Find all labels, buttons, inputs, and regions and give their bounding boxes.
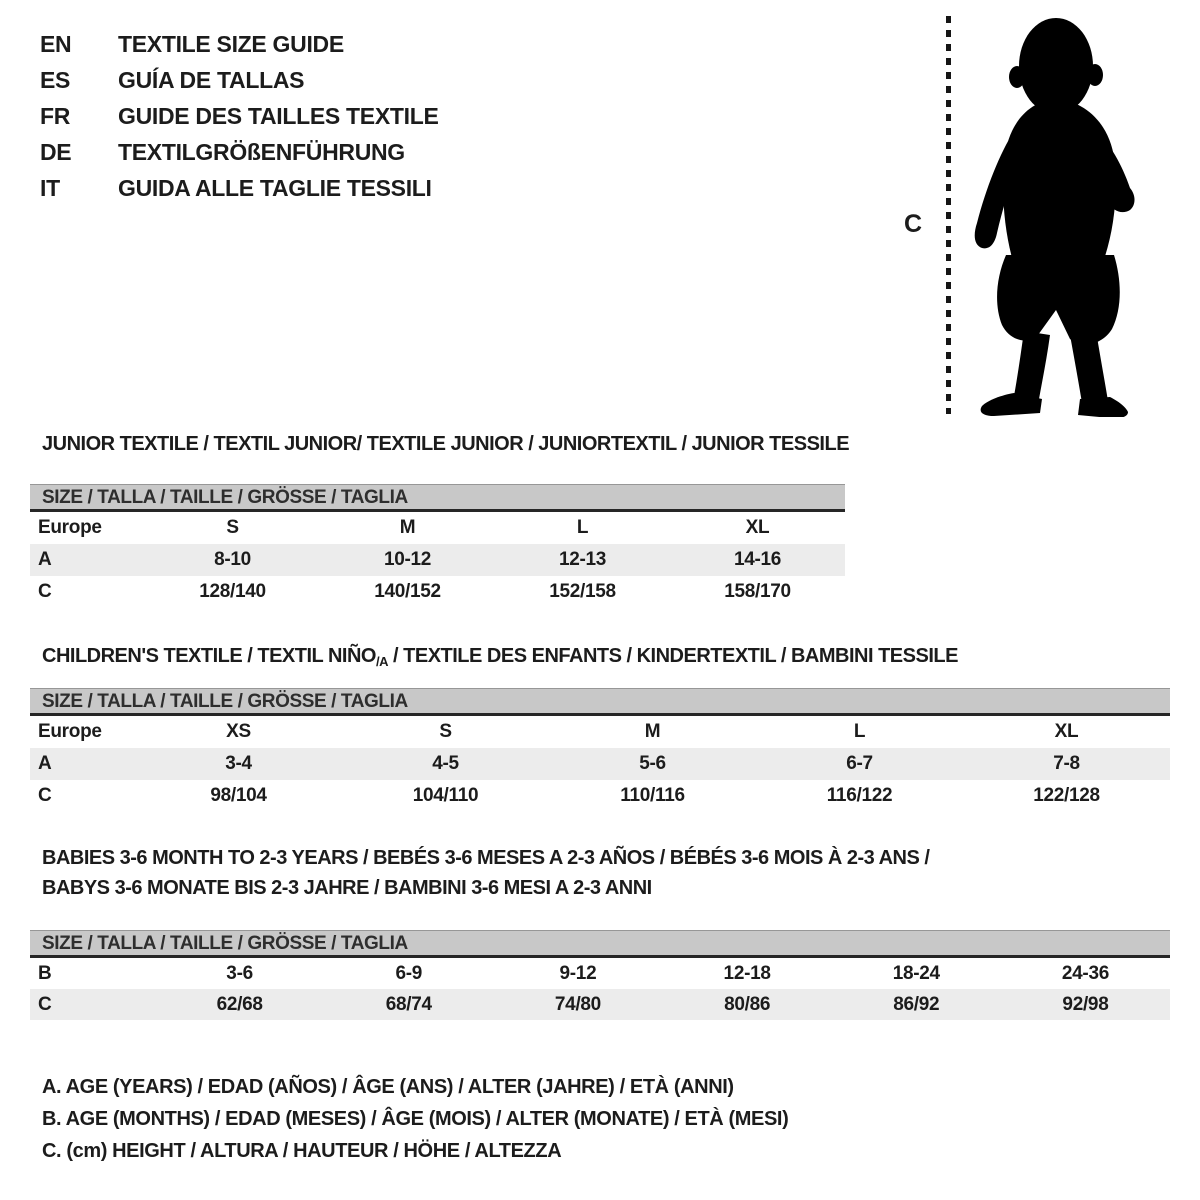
junior-section-title: JUNIOR TEXTILE / TEXTIL JUNIOR/ TEXTILE JUNIOR / JUNIORTEXTIL / JUNIOR TESSILE	[42, 433, 850, 455]
babies-title-line2: BABYS 3-6 MONATE BIS 2-3 JAHRE / BAMBINI 3-6 MESI A 2-3 ANNI	[42, 877, 652, 899]
table-cell: 18-24	[892, 962, 940, 984]
lang-title-es: GUÍA DE TALLAS	[118, 66, 305, 93]
babies-title-line1: BABIES 3-6 MONTH TO 2-3 YEARS / BEBÉS 3-6 MESES A 2-3 AÑOS / BÉBÉS 3-6 MOIS À 2-3 ANS /	[42, 847, 930, 869]
table-cell: 92/98	[1062, 993, 1109, 1015]
table-row	[30, 576, 845, 608]
language-title-list	[40, 26, 439, 206]
table-cell: 7-8	[1053, 753, 1080, 774]
height-measure-dashed-line	[946, 16, 951, 414]
table-cell: 152/158	[549, 581, 616, 602]
table-cell: 62/68	[216, 993, 263, 1015]
table-cell: 4-5	[432, 753, 459, 774]
table-cell: 104/110	[412, 785, 479, 806]
children-title-subscript: /A	[375, 654, 388, 669]
lang-row-en	[40, 26, 439, 62]
table-cell: 98/104	[210, 785, 267, 806]
table-cell: 10-12	[383, 549, 432, 570]
table-cell: 24-36	[1061, 962, 1109, 984]
lang-title-it: GUIDA ALLE TAGLIE TESSILI	[118, 174, 432, 201]
lang-code-it: IT	[40, 174, 60, 201]
measurement-legend	[42, 1071, 788, 1167]
table-cell: 122/128	[1033, 785, 1100, 806]
table-cell: 110/116	[620, 785, 685, 806]
table-cell: L	[576, 517, 589, 538]
table-cell: M	[644, 721, 661, 742]
row-label: Europe	[38, 721, 102, 742]
table-cell: M	[399, 517, 416, 538]
table-cell: XL	[1054, 721, 1079, 742]
lang-title-en: TEXTILE SIZE GUIDE	[118, 30, 344, 57]
table-cell: 74/80	[554, 993, 601, 1015]
table-row	[30, 989, 1170, 1020]
table-cell: S	[439, 721, 452, 742]
children-size-table	[30, 688, 1170, 812]
lang-row-es	[40, 62, 439, 98]
table-cell: 140/152	[374, 581, 441, 602]
lang-row-it	[40, 170, 439, 206]
table-cell: 8-10	[214, 549, 251, 570]
legend-line-a: A. AGE (YEARS) / EDAD (AÑOS) / ÂGE (ANS) / ALTER (JAHRE) / ETÀ (ANNI)	[42, 1076, 734, 1098]
lang-row-de	[40, 134, 439, 170]
babies-size-header-bar: SIZE / TALLA / TAILLE / GRÖSSE / TAGLIA	[30, 930, 1170, 958]
row-label: C	[38, 993, 52, 1015]
legend-line-c: C. (cm) HEIGHT / ALTURA / HAUTEUR / HÖHE / ALTEZZA	[42, 1140, 562, 1162]
legend-line-b: B. AGE (MONTHS) / EDAD (MESES) / ÂGE (MOIS) / ALTER (MONATE) / ETÀ (MESI)	[42, 1108, 789, 1130]
table-row	[30, 748, 1170, 780]
lang-code-en: EN	[40, 30, 72, 57]
height-measure-label: C	[904, 210, 923, 238]
lang-code-es: ES	[40, 66, 71, 93]
table-cell: 12-18	[723, 962, 771, 984]
row-label: Europe	[38, 517, 102, 538]
table-cell: 6-7	[846, 753, 873, 774]
table-cell: 6-9	[395, 962, 423, 984]
row-label: C	[38, 785, 52, 806]
table-row	[30, 780, 1170, 812]
table-cell: 158/170	[724, 581, 791, 602]
table-cell: 12-13	[558, 549, 607, 570]
babies-section-title	[42, 843, 929, 903]
table-cell: 116/122	[826, 785, 893, 806]
table-cell: 80/86	[724, 993, 771, 1015]
toddler-silhouette	[962, 13, 1140, 417]
table-cell: 9-12	[559, 962, 597, 984]
table-row	[30, 544, 845, 576]
lang-code-fr: FR	[40, 102, 71, 129]
row-label: A	[38, 549, 52, 570]
table-cell: 14-16	[733, 549, 782, 570]
table-cell: L	[853, 721, 866, 742]
table-cell: 5-6	[639, 753, 666, 774]
lang-code-de: DE	[40, 138, 72, 165]
lang-row-fr	[40, 98, 439, 134]
babies-size-table	[30, 930, 1170, 1020]
junior-size-table	[30, 484, 845, 608]
junior-size-header-bar: SIZE / TALLA / TAILLE / GRÖSSE / TAGLIA	[30, 484, 845, 512]
children-section-title	[42, 645, 958, 669]
table-cell: XS	[226, 721, 251, 742]
row-label: B	[38, 962, 52, 984]
row-label: C	[38, 581, 52, 602]
table-cell: 3-4	[225, 753, 252, 774]
children-title-post: / TEXTILE DES ENFANTS / KINDERTEXTIL / BAMBINI TESSILE	[387, 645, 958, 667]
lang-title-de: TEXTILGRÖßENFÜHRUNG	[118, 138, 405, 165]
lang-title-fr: GUIDE DES TAILLES TEXTILE	[118, 102, 439, 129]
table-row	[30, 958, 1170, 989]
children-title-pre: CHILDREN'S TEXTILE / TEXTIL NIÑO	[42, 645, 376, 667]
table-cell: XL	[745, 517, 770, 538]
table-cell: S	[226, 517, 239, 538]
table-row	[30, 716, 1170, 748]
table-cell: 86/92	[893, 993, 940, 1015]
table-cell: 3-6	[226, 962, 253, 984]
table-cell: 128/140	[199, 581, 266, 602]
children-size-header-bar: SIZE / TALLA / TAILLE / GRÖSSE / TAGLIA	[30, 688, 1170, 716]
table-row	[30, 512, 845, 544]
row-label: A	[38, 753, 52, 774]
table-cell: 68/74	[385, 993, 432, 1015]
